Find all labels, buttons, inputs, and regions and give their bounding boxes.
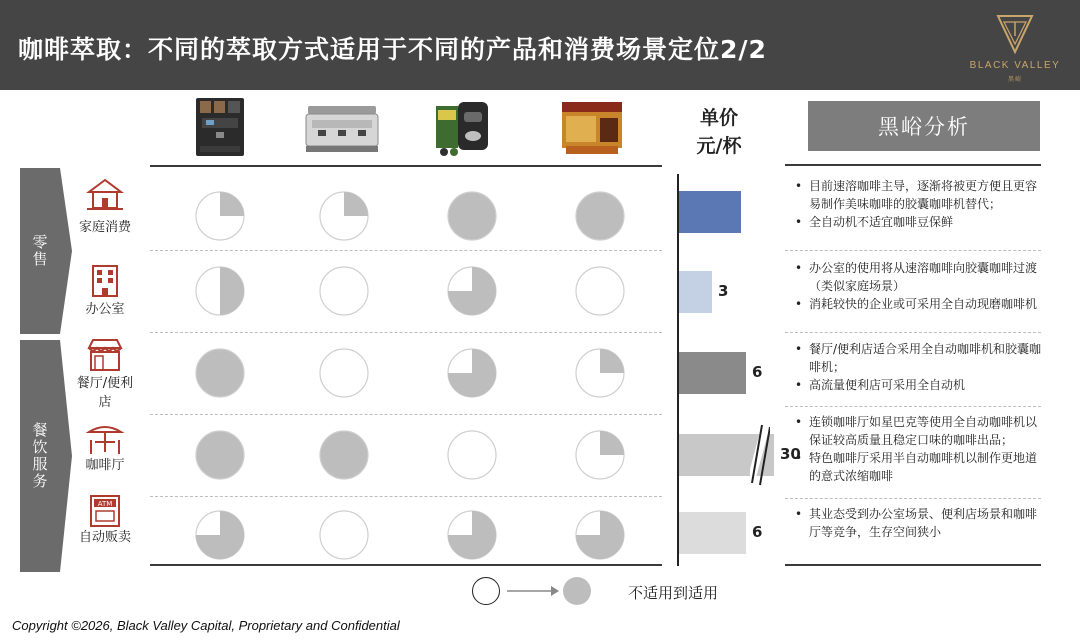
price-header-per-cup: 元/杯 <box>696 135 742 157</box>
analysis-title: 黑峪分析 <box>878 115 970 139</box>
analysis-group-cafe <box>795 413 1045 485</box>
row-label-cafe: 咖啡厅 <box>85 458 125 473</box>
analysis-bullet: • 全自动机不适宜咖啡豆保鲜 <box>795 213 1045 231</box>
segment-food-service-arrow <box>60 340 72 572</box>
row-label-vending: 自动贩卖 <box>78 530 131 545</box>
instant-coffee-box-icon <box>560 96 626 158</box>
capsule-machine-icon <box>434 96 492 158</box>
row-divider <box>150 332 662 333</box>
applicability-pie <box>574 429 626 481</box>
row-label-home: 家庭消费 <box>78 220 131 235</box>
product-capsule-machine <box>434 96 492 158</box>
analysis-bottom-line <box>785 564 1041 566</box>
applicability-pie <box>318 190 370 242</box>
applicability-pie <box>446 265 498 317</box>
applicability-pie <box>318 429 370 481</box>
applicability-pie <box>574 265 626 317</box>
row-label-office: 办公室 <box>85 302 125 317</box>
segment-food-service <box>20 340 60 572</box>
bv-monogram-icon <box>960 8 1070 58</box>
price-bar <box>679 352 746 394</box>
full-circle-icon <box>563 577 591 605</box>
arrow-right-icon <box>505 584 561 598</box>
office-building-icon <box>85 264 125 298</box>
analysis-divider <box>785 250 1041 251</box>
product-instant-coffee <box>560 96 626 158</box>
segment-retail-label: 零售 <box>30 234 49 268</box>
analysis-bullet: • 办公室的使用将从速溶咖啡向胶囊咖啡过渡（类似家庭场景） <box>795 259 1045 295</box>
analysis-group-restaurant <box>795 340 1045 394</box>
applicability-pie <box>446 190 498 242</box>
cafe-table-icon <box>85 422 125 456</box>
company-logo <box>960 8 1070 84</box>
empty-circle-icon <box>472 577 500 605</box>
price-value: 3 <box>718 282 729 300</box>
applicability-pie <box>194 190 246 242</box>
applicability-pie <box>318 509 370 561</box>
price-value: 6 <box>752 523 763 541</box>
logo-name: BLACK VALLEY <box>969 60 1061 71</box>
price-value: 6 <box>752 363 763 381</box>
price-value: 30 <box>780 445 801 463</box>
row-divider <box>150 496 662 497</box>
header-divider-line <box>150 165 662 167</box>
svg-text:ATM: ATM <box>97 500 113 508</box>
price-bar <box>679 191 741 233</box>
analysis-group-vending <box>795 505 1045 541</box>
segment-retail-arrow <box>60 168 72 334</box>
analysis-bullet: • 目前速溶咖啡主导，逐渐将被更方便且更容易制作美味咖啡的胶囊咖啡机替代； <box>795 177 1045 213</box>
applicability-pie <box>446 429 498 481</box>
applicability-pie <box>194 509 246 561</box>
applicability-pie <box>446 347 498 399</box>
header-bar <box>0 0 1080 90</box>
price-header <box>684 104 754 160</box>
analysis-bullet: • 消耗较快的企业或可采用全自动现磨咖啡机 <box>795 295 1045 313</box>
analysis-bullet: • 高流量便利店可采用全自动机 <box>795 376 1045 394</box>
legend-text: 不适用到适用 <box>628 584 719 602</box>
product-espresso-machine <box>304 96 380 158</box>
row-divider <box>150 250 662 251</box>
espresso-machine-icon <box>304 96 380 158</box>
atm-vending-icon <box>85 494 125 528</box>
price-header-unit: 单价 <box>699 107 738 129</box>
analysis-bullet: • 其业态受到办公室场景、便利店场景和咖啡厅等竞争，生存空间狭小 <box>795 505 1045 541</box>
analysis-divider <box>785 498 1041 499</box>
analysis-header <box>808 101 1040 151</box>
analysis-bullet: • 餐厅/便利店适合采用全自动咖啡机和胶囊咖啡机； <box>795 340 1045 376</box>
logo-subname: 黑峪 <box>1007 77 1022 83</box>
footer-divider-line <box>150 564 662 566</box>
applicability-pie <box>574 509 626 561</box>
applicability-pie <box>574 190 626 242</box>
analysis-group-home <box>795 177 1045 231</box>
product-automatic-machine <box>192 96 248 158</box>
applicability-pie <box>194 265 246 317</box>
analysis-divider <box>785 332 1041 333</box>
applicability-pie <box>194 429 246 481</box>
row-divider <box>150 414 662 415</box>
storefront-icon <box>85 338 125 372</box>
applicability-pie <box>318 265 370 317</box>
house-icon <box>85 178 125 212</box>
automatic-coffee-machine-icon <box>192 96 248 158</box>
analysis-bullet: • 特色咖啡厅采用半自动咖啡机以制作更地道的意式浓缩咖啡 <box>795 449 1045 485</box>
axis-break-icon <box>750 423 770 487</box>
page-title: 咖啡萃取：不同的萃取方式适用于不同的产品和消费场景定位2/2 <box>18 35 767 64</box>
price-bar <box>679 512 746 554</box>
applicability-pie <box>318 347 370 399</box>
applicability-pie <box>194 347 246 399</box>
analysis-group-office <box>795 259 1045 313</box>
copyright-text: Copyright ©2026, Black Valley Capital, Proprietary and Confidential <box>12 618 400 633</box>
analysis-top-line <box>785 164 1041 166</box>
price-bar <box>679 271 712 313</box>
analysis-bullet: • 连锁咖啡厅如星巴克等使用全自动咖啡机以保证较高质量且稳定口味的咖啡出品； <box>795 413 1045 449</box>
row-label-restaurant: 餐厅/便利店 <box>76 376 134 410</box>
applicability-pie <box>446 509 498 561</box>
analysis-divider <box>785 406 1041 407</box>
segment-retail <box>20 168 60 334</box>
applicability-pie <box>574 347 626 399</box>
segment-food-service-label: 餐饮服务 <box>30 422 49 490</box>
